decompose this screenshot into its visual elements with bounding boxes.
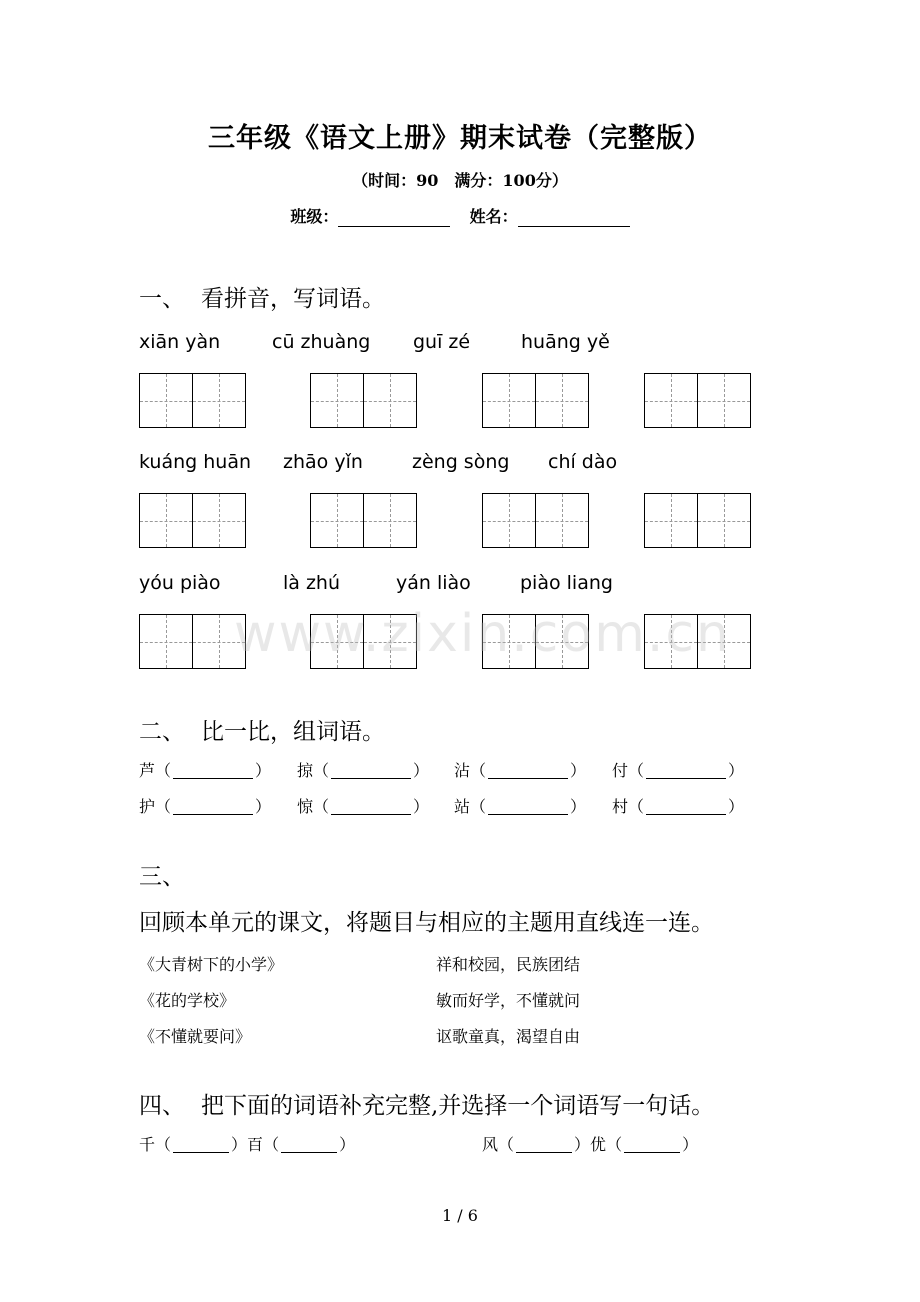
section2-title: 比一比，组词语。 <box>201 719 385 745</box>
pinyin-2-2: zhāo yǐn <box>283 451 363 473</box>
writing-box[interactable] <box>644 373 751 428</box>
exam-time-score: （时间：90 满分：100分） <box>352 171 568 190</box>
match-right-item[interactable]: 敏而好学，不懂就问 <box>436 991 581 1010</box>
match-right-item[interactable]: 祥和校园，民族团结 <box>436 955 581 974</box>
answer-blank[interactable] <box>281 1138 337 1153</box>
idiom-item: 千（ ）百（ ） <box>139 1135 356 1154</box>
section3-number: 三、 <box>139 864 185 890</box>
answer-blank[interactable] <box>488 800 568 815</box>
page-title: 三年级《语文上册》期末试卷（完整版） <box>208 123 712 154</box>
compare-item: 护（ ） <box>139 797 272 816</box>
answer-blank[interactable] <box>173 1138 229 1153</box>
writing-box[interactable] <box>139 493 246 548</box>
compare-item: 芦（ ） <box>139 761 272 780</box>
section4-heading <box>139 1087 714 1120</box>
writing-box[interactable] <box>139 373 246 428</box>
compare-item: 付（ ） <box>612 761 745 780</box>
answer-blank[interactable] <box>173 800 253 815</box>
answer-blank[interactable] <box>624 1138 680 1153</box>
pinyin-1-2: cū zhuàng <box>272 331 371 353</box>
pinyin-1-4: huāng yě <box>521 331 610 353</box>
section2-heading <box>139 713 385 746</box>
pinyin-3-4: piào liang <box>520 572 613 594</box>
pinyin-2-4: chí dào <box>548 451 618 473</box>
match-left-item[interactable]: 《花的学校》 <box>139 991 236 1010</box>
name-blank[interactable] <box>518 210 630 227</box>
writing-box[interactable] <box>482 493 589 548</box>
pinyin-3-1: yóu piào <box>139 572 221 594</box>
answer-blank[interactable] <box>331 800 411 815</box>
match-left-item[interactable]: 《大青树下的小学》 <box>139 955 284 974</box>
watermark: www.zixin.com.cn <box>234 604 731 664</box>
answer-blank[interactable] <box>646 764 726 779</box>
section4-title: 把下面的词语补充完整,并选择一个词语写一句话。 <box>201 1093 715 1119</box>
pinyin-3-3: yán liào <box>396 572 471 594</box>
section2-number: 二、 <box>139 719 185 745</box>
compare-item: 惊（ ） <box>297 797 430 816</box>
writing-box[interactable] <box>310 373 417 428</box>
compare-item: 站（ ） <box>454 797 587 816</box>
answer-blank[interactable] <box>331 764 411 779</box>
section1-number: 一、 <box>139 286 185 312</box>
pinyin-2-1: kuáng huān <box>139 451 252 473</box>
class-blank[interactable] <box>338 210 450 227</box>
page-number: 1 / 6 <box>442 1206 478 1225</box>
answer-blank[interactable] <box>646 800 726 815</box>
pinyin-3-2: là zhú <box>283 572 341 594</box>
idiom-item: 风（ ）优（ ） <box>482 1135 699 1154</box>
compare-item: 村（ ） <box>612 797 745 816</box>
compare-item: 掠（ ） <box>297 761 430 780</box>
section1-heading <box>139 280 385 313</box>
match-left-item[interactable]: 《不懂就要问》 <box>139 1027 252 1046</box>
name-label: 姓名： <box>469 207 518 226</box>
writing-box[interactable] <box>310 493 417 548</box>
section4-number: 四、 <box>139 1093 185 1119</box>
pinyin-2-3: zèng sòng <box>412 451 510 473</box>
section1-title: 看拼音，写词语。 <box>201 286 385 312</box>
pinyin-1-1: xiān yàn <box>139 331 221 353</box>
class-label: 班级： <box>290 207 339 226</box>
compare-item: 沾（ ） <box>454 761 587 780</box>
writing-box[interactable] <box>482 373 589 428</box>
pinyin-1-3: guī zé <box>413 331 471 353</box>
student-info <box>0 204 920 227</box>
answer-blank[interactable] <box>173 764 253 779</box>
section3-instruction: 回顾本单元的课文，将题目与相应的主题用直线连一连。 <box>139 910 714 936</box>
writing-box[interactable] <box>139 614 246 669</box>
answer-blank[interactable] <box>488 764 568 779</box>
answer-blank[interactable] <box>516 1138 572 1153</box>
writing-box[interactable] <box>644 493 751 548</box>
match-right-item[interactable]: 讴歌童真，渴望自由 <box>436 1027 581 1046</box>
